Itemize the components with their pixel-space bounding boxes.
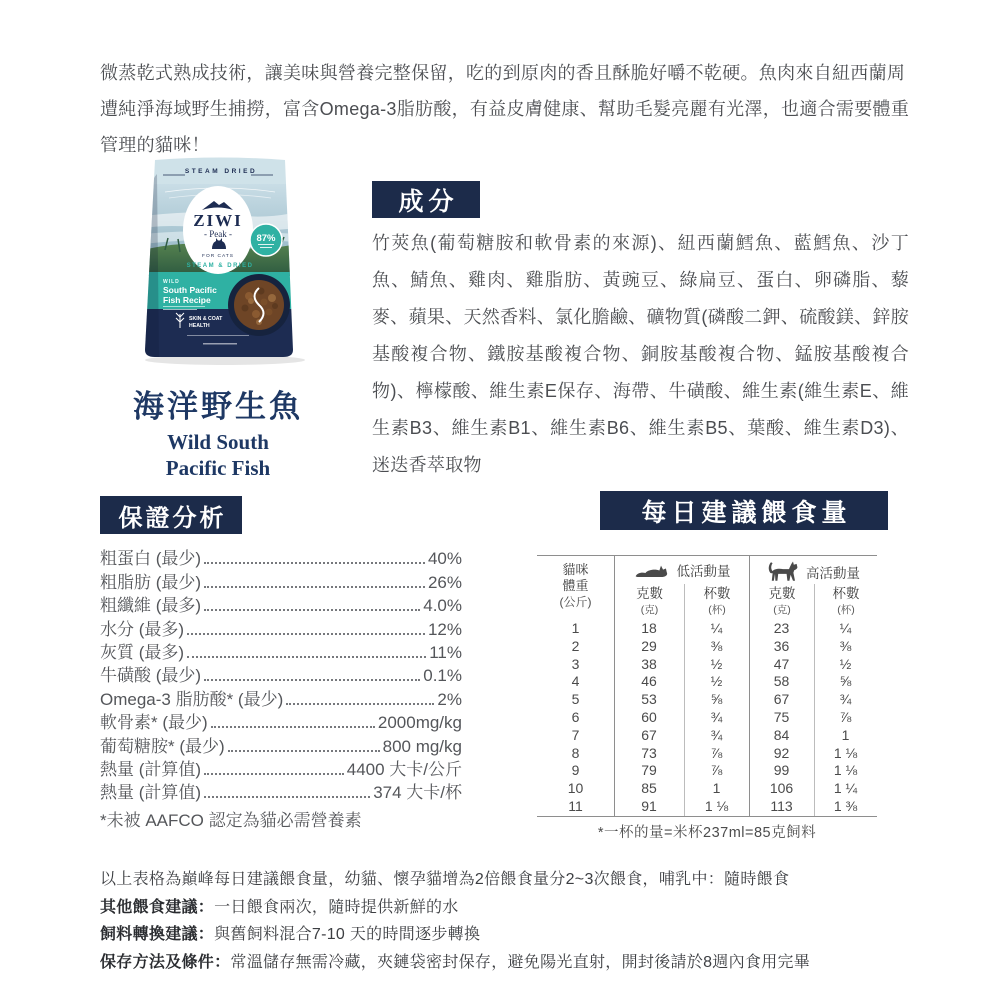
- weight-column-header: 貓咪 體重 (公斤): [559, 562, 592, 609]
- bag-recipe-line2: Fish Recipe: [162, 295, 211, 305]
- dot-leader: [204, 773, 344, 775]
- bag-top-label: STEAM DRIED: [184, 168, 257, 175]
- bag-brand: ZIWI: [192, 211, 243, 230]
- dot-leader: [187, 656, 426, 658]
- product-bag-image: [125, 154, 312, 368]
- bag-benefit-line1: SKIN & COAT: [188, 316, 222, 322]
- bag-side-gusset: [145, 174, 159, 357]
- low-activity-cat-icon: [634, 561, 670, 580]
- percent-badge-value: 87%: [255, 233, 276, 244]
- high-activity-group-header: 高活動量: [750, 560, 877, 583]
- low-activity-group-header: 低活動量: [615, 560, 749, 580]
- analysis-row: Omega-3 脂肪酸* (最少) 2%: [100, 689, 462, 709]
- feeding-heading: 每日建議餵食量: [600, 491, 888, 530]
- bag-benefit-line2: HEALTH: [188, 323, 210, 329]
- dot-leader: [204, 562, 425, 564]
- note-line: 其他餵食建議：一日餵食兩次，隨時提供新鮮的水: [100, 898, 459, 916]
- bag-for-cats: FOR CATS: [201, 254, 234, 259]
- high-grams-header: 克數 (克): [768, 586, 796, 616]
- analysis-row: 灰質 (最多) 11%: [100, 642, 462, 662]
- dot-leader: [187, 633, 425, 635]
- analysis-footnote: *未被 AAFCO 認定為貓必需營養素: [100, 811, 362, 831]
- dot-leader: [204, 679, 420, 681]
- feeding-table: [537, 555, 877, 817]
- analysis-row: 粗纖維 (最多) 4.0%: [100, 596, 462, 616]
- note-line: 以上表格為巔峰每日建議餵食量，幼貓、懷孕貓增為2倍餵食量分2~3次餵食，哺乳中：隨時餵食: [100, 871, 790, 888]
- low-cups-header: 杯數 (杯): [703, 586, 731, 616]
- dot-leader: [211, 726, 375, 728]
- dot-leader: [204, 586, 425, 588]
- analysis-row: 粗蛋白 (最少) 40%: [100, 549, 462, 569]
- analysis-row: 粗脂肪 (最少) 26%: [100, 572, 462, 592]
- dot-leader: [204, 609, 420, 611]
- dot-leader: [286, 703, 434, 705]
- analysis-row: 熱量 (計算值) 4400 大卡/公斤: [100, 759, 462, 779]
- bag-recipe-line1: South Pacific: [162, 285, 217, 295]
- product-name-en-line2: Pacific Fish: [165, 456, 271, 480]
- analysis-row: 水分 (最多) 12%: [100, 619, 462, 639]
- product-name-en-line1: Wild South: [167, 430, 269, 454]
- low-grams-header: 克數 (克): [636, 586, 663, 616]
- feeding-table-body: 1 18 ¼ 23 ¼ 2 29 ⅜ 36 ⅜ 3 38 ½ 47 ½ 4 46 ½ 58 ⅝ 5 53 ⅝ 67 ¾ 6 60 ¾ 75 ⅞ 7 67 ¾ 84 1 8 73 ⅞ 92 1 ⅛ 9 79 ⅞ 99 1 ⅛ 10 85 1 106 1 ¼ 11 91 1 ⅛ 113 1 ⅜: [567, 620, 858, 814]
- ingredients-text: 竹莢魚(葡萄糖胺和軟骨素的來源)、紐西蘭鱈魚、藍鱈魚、沙丁魚、鯖魚、雞肉、雞脂肪、黃豌豆、綠扁豆、蛋白、卵磷脂、藜麥、蘋果、天然香料、氯化膽鹼、礦物質(磷酸二鉀、硫酸鎂、鋅胺基酸複合物、鐵胺基酸複合物、銅胺基酸複合物、錳胺基酸複合物)、檸檬酸、維生素E保存、海帶、牛磺酸、維生素(維生素E、維生素B3、維生素B1、維生素B6、維生素B5、葉酸、維生素D3)、迷迭香萃取物: [372, 233, 909, 475]
- dot-leader: [228, 750, 380, 752]
- intro-paragraph: 微蒸乾式熟成技術，讓美味與營養完整保留，吃的到原肉的香且酥脆好嚼不乾硬。魚肉來自紐西蘭周遭純淨海域野生捕撈，富含Omega-3脂肪酸，有益皮膚健康、幫助毛髮亮麗有光澤，也適合需要體重管理的貓咪！: [100, 63, 910, 155]
- note-line: 飼料轉換建議：與舊飼料混合7-10 天的時間逐步轉換: [100, 926, 481, 943]
- feeding-footnote: *一杯的量=米杯237ml=85克飼料: [597, 825, 817, 841]
- high-cups-header: 杯數 (杯): [832, 586, 860, 616]
- high-activity-cat-icon: [767, 560, 799, 583]
- ingredients-heading: 成分: [372, 181, 480, 218]
- analysis-row: 軟骨素* (最少) 2000mg/kg: [100, 713, 462, 733]
- product-name-zh: 海洋野生魚: [133, 389, 303, 424]
- analysis-list: [100, 546, 462, 831]
- note-line: 保存方法及條件：常溫儲存無需冷藏，夾鏈袋密封保存，避免陽光直射，開封後請於8週內食用完畢: [100, 953, 811, 971]
- notes-section: [100, 866, 925, 976]
- analysis-row: 葡萄糖胺* (最少) 800 mg/kg: [100, 736, 462, 756]
- bag-brand-sub: - Peak -: [203, 229, 232, 239]
- analysis-row: 熱量 (計算值) 374 大卡/杯: [100, 783, 462, 803]
- bag-steam-dried-label: STEAM & DRIED: [186, 263, 253, 269]
- bag-recipe-tag: WILD: [162, 279, 180, 285]
- product-column: [102, 154, 334, 481]
- analysis-row: 牛磺酸 (最少) 0.1%: [100, 666, 462, 686]
- dot-leader: [204, 796, 370, 798]
- analysis-heading: 保證分析: [100, 496, 242, 534]
